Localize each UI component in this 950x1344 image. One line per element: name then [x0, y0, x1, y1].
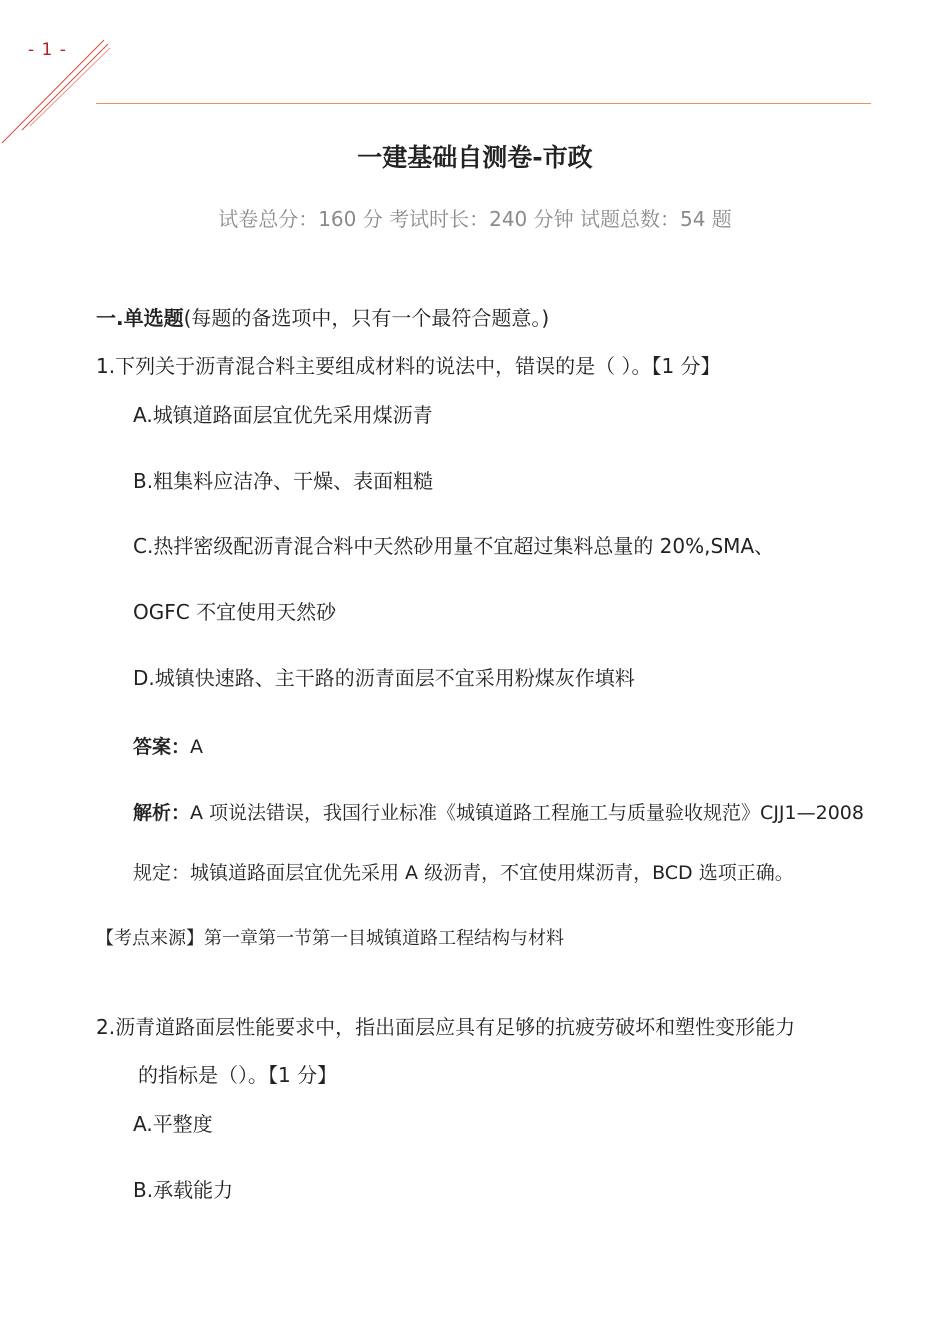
page-number: - 1 - — [28, 40, 67, 60]
header-rule — [96, 103, 871, 104]
section-heading — [96, 302, 549, 331]
section-note: (每题的备选项中，只有一个最符合题意。) — [183, 306, 550, 330]
section-label: 一.单选题 — [96, 306, 184, 330]
question-1-answer — [133, 732, 203, 759]
question-1-option-c-line-1: C.热拌密级配沥青混合料中天然砂用量不宜超过集料总量的 20%,SMA、 — [133, 534, 775, 558]
question-2-option-b: B.承载能力 — [133, 1178, 234, 1202]
question-1-stem: 1.下列关于沥青混合料主要组成材料的说法中，错误的是（ ）。【1 分】 — [96, 354, 721, 378]
analysis-label: 解析： — [133, 802, 191, 824]
document-title: 一建基础自测卷-市政 — [357, 143, 593, 172]
question-1-analysis-line-1 — [133, 798, 864, 825]
question-2-stem-line-1: 2.沥青道路面层性能要求中，指出面层应具有足够的抗疲劳破坏和塑性变形能力 — [96, 1015, 796, 1039]
question-1-option-a: A.城镇道路面层宜优先采用煤沥青 — [133, 403, 433, 427]
question-1-option-c-line-2: OGFC 不宜使用天然砂 — [133, 600, 337, 624]
analysis-text-1: A 项说法错误，我国行业标准《城镇道路工程施工与质量验收规范》CJJ1—2008 — [190, 802, 864, 824]
question-1-source: 【考点来源】第一章第一节第一目城镇道路工程结构与材料 — [96, 928, 564, 949]
exam-meta: 试卷总分：160 分 考试时长：240 分钟 试题总数：54 题 — [218, 207, 732, 231]
question-1-option-b: B.粗集料应洁净、干燥、表面粗糙 — [133, 469, 434, 493]
answer-value: A — [190, 736, 204, 758]
question-1-option-d: D.城镇快速路、主干路的沥青面层不宜采用粉煤灰作填料 — [133, 666, 635, 690]
question-2-stem-line-2: 的指标是（）。【1 分】 — [138, 1063, 338, 1087]
question-1-analysis-line-2: 规定：城镇道路面层宜优先采用 A 级沥青，不宜使用煤沥青，BCD 选项正确。 — [133, 862, 794, 884]
answer-label: 答案： — [133, 736, 191, 758]
question-2-option-a: A.平整度 — [133, 1112, 213, 1136]
